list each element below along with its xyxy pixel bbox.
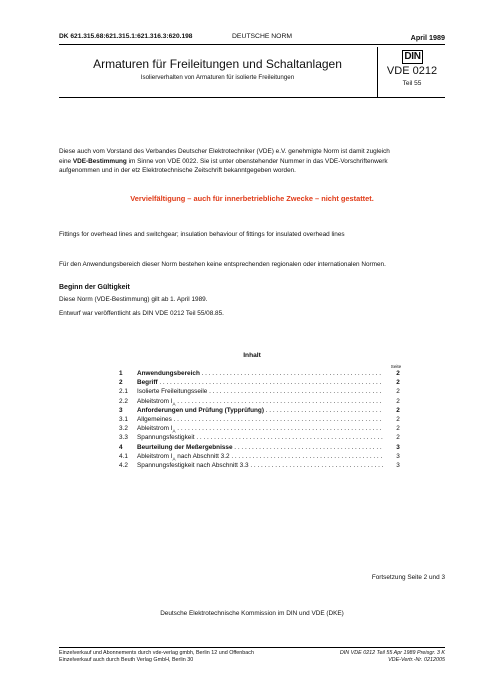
toc-item[interactable] [119, 444, 405, 453]
toc-item-page: 2 [396, 406, 400, 414]
intro-line-1: Diese auch vom Vorstand des Verbandes Deutscher Elektrotechniker (VDE) e.V. genehmigte Norm ist damit zugleich [59, 148, 390, 155]
toc-item-title [137, 370, 383, 377]
norm-type: DEUTSCHE NORM [232, 33, 293, 40]
toc-item-title-text: Anforderungen und Prüfung (Typprüfung) [137, 406, 264, 414]
toc-item-subscript: A [172, 400, 176, 406]
reproduction-warning: Vervielfältigung – auch für innerbetriebliche Zwecke – nicht gestattet. [130, 194, 374, 203]
toc-item-title [137, 398, 383, 406]
toc-item-number: 3.2 [119, 425, 128, 433]
toc-item-page: 2 [396, 425, 400, 433]
toc-item-title-text: Isolierte Freileitungsseile [137, 388, 208, 396]
toc-item-title-text: Begriff [137, 379, 158, 387]
toc-item[interactable] [119, 434, 405, 443]
toc-item-title-rest: nach Abschnitt 3.2 [175, 452, 230, 460]
toc-heading: Inhalt [243, 352, 261, 359]
english-title: Fittings for overhead lines and switchgear; insulation behaviour of fittings for insulated overhead lines [59, 231, 345, 238]
toc-item[interactable] [119, 388, 405, 397]
toc-item-page: 2 [396, 397, 400, 405]
toc-item[interactable] [119, 425, 405, 434]
continuation-note: Fortsetzung Seite 2 und 3 [371, 574, 445, 581]
footer-sales-line-1: Einzelverkauf und Abonnements durch vde-verlag gmbh, Berlin 12 und Offenbach [59, 650, 254, 656]
toc-item[interactable] [119, 453, 405, 462]
footer-rule [59, 647, 445, 648]
toc-item-title [137, 425, 383, 433]
toc-item-title [137, 407, 383, 414]
document-subtitle: Isolierverhalten von Armaturen für isolierte Freileitungen [140, 74, 295, 81]
toc-item[interactable] [119, 462, 405, 471]
toc-item-title-text: Beurteilung der Meßergebnisse [137, 443, 233, 451]
toc-item[interactable] [119, 370, 405, 379]
title-block [59, 47, 445, 97]
title-divider [377, 47, 378, 97]
toc-item-number: 4.1 [119, 452, 128, 460]
toc-item-title-text: Ableitstrom I [137, 425, 173, 433]
toc-item-page: 2 [396, 379, 400, 387]
toc-item-title [137, 444, 383, 451]
toc-item-title-text: Anwendungsbereich [137, 370, 200, 377]
toc-item-number: 3.1 [119, 415, 128, 423]
validity-text-1: Diese Norm (VDE-Bestimmung) gilt ab 1. April 1989. [59, 296, 208, 303]
toc-item[interactable] [119, 398, 405, 407]
intro-line-3: aufgenommen und in der etz Elektrotechnische Zeitschrift bekanntgegeben worden. [59, 167, 296, 174]
title-rule [59, 97, 445, 98]
vde-bestimmung-term: VDE-Bestimmung [72, 157, 127, 165]
toc-item-page: 2 [396, 415, 400, 423]
toc-item-page: 3 [396, 461, 400, 469]
toc-page-label: Seite [390, 364, 402, 369]
toc-item-number: 3 [119, 406, 123, 414]
table-of-contents [119, 370, 405, 471]
toc-item-title [137, 379, 383, 386]
din-logo: DIN [402, 50, 423, 64]
footer-reference-line-1: DIN VDE 0212 Teil 55 Apr 1989 Preisgr. 3 K [339, 650, 445, 656]
toc-item-title [137, 388, 383, 395]
toc-item-title-text: Spannungsfestigkeit [137, 434, 195, 442]
toc-item-number: 4.2 [119, 461, 128, 469]
toc-item-title-text: Spannungsfestigkeit nach Abschnitt 3.3 [137, 461, 249, 469]
toc-item-number: 3.3 [119, 434, 128, 442]
toc-item-title [137, 453, 383, 461]
intro-line-2 [59, 157, 449, 167]
toc-item[interactable] [119, 379, 405, 388]
standard-number: VDE 0212 [386, 65, 438, 77]
toc-item-title [137, 434, 383, 441]
issue-date: April 1989 [410, 33, 445, 42]
header-rule [59, 44, 445, 45]
intro-line-2-end: im Sinne von VDE 0022. Sie ist unter obenstehender Nummer in das VDE-Vorschriftenwerk [126, 157, 388, 165]
footer-reference-line-2: VDE-Vertr.-Nr. 0212005 [388, 657, 445, 663]
validity-heading: Beginn der Gültigkeit [59, 284, 130, 291]
footer-reference [300, 650, 445, 664]
toc-item-number: 4 [119, 443, 123, 451]
toc-item-page: 2 [396, 370, 400, 377]
document-title: Armaturen für Freileitungen und Schaltanlagen [93, 57, 342, 71]
toc-item-page: 3 [396, 452, 400, 460]
toc-item-page: 2 [396, 434, 400, 442]
footer-sales-info [59, 650, 254, 664]
toc-item[interactable] [119, 407, 405, 416]
toc-item-title [137, 416, 383, 423]
validity-text-2: Entwurf war veröffentlicht als DIN VDE 0212 Teil 55/08.85. [59, 310, 224, 317]
intro-line-2-start: eine [59, 157, 73, 165]
toc-item[interactable] [119, 416, 405, 425]
standard-part: Teil 55 [402, 80, 422, 87]
toc-item-number: 2.1 [119, 388, 128, 396]
toc-item-page: 2 [396, 388, 400, 396]
toc-item-title [137, 462, 383, 469]
scope-note: Für den Anwendungsbereich dieser Norm bestehen keine entsprechenden regionalen oder internationalen Normen. [59, 261, 386, 268]
toc-item-title-text: Ableitstrom I [137, 397, 173, 405]
footer-sales-line-2: Einzelverkauf auch durch Beuth Verlag GmbH, Berlin 30 [59, 657, 194, 663]
toc-item-subscript: A [172, 428, 176, 434]
dk-classification: DK 621.315.68:621.315.1:621.316.3:620.198 [59, 33, 193, 40]
toc-item-title-text: Ableitstrom I [137, 452, 173, 460]
toc-item-subscript: A [172, 455, 176, 461]
toc-item-title-text: Allgemeines [137, 415, 172, 423]
committee-name: Deutsche Elektrotechnische Kommission im DIN und VDE (DKE) [160, 610, 344, 617]
toc-item-number: 2 [119, 379, 123, 387]
intro-paragraph [59, 147, 449, 176]
toc-item-number: 2.2 [119, 397, 128, 405]
toc-item-page: 3 [396, 443, 400, 451]
toc-item-number: 1 [119, 370, 123, 377]
